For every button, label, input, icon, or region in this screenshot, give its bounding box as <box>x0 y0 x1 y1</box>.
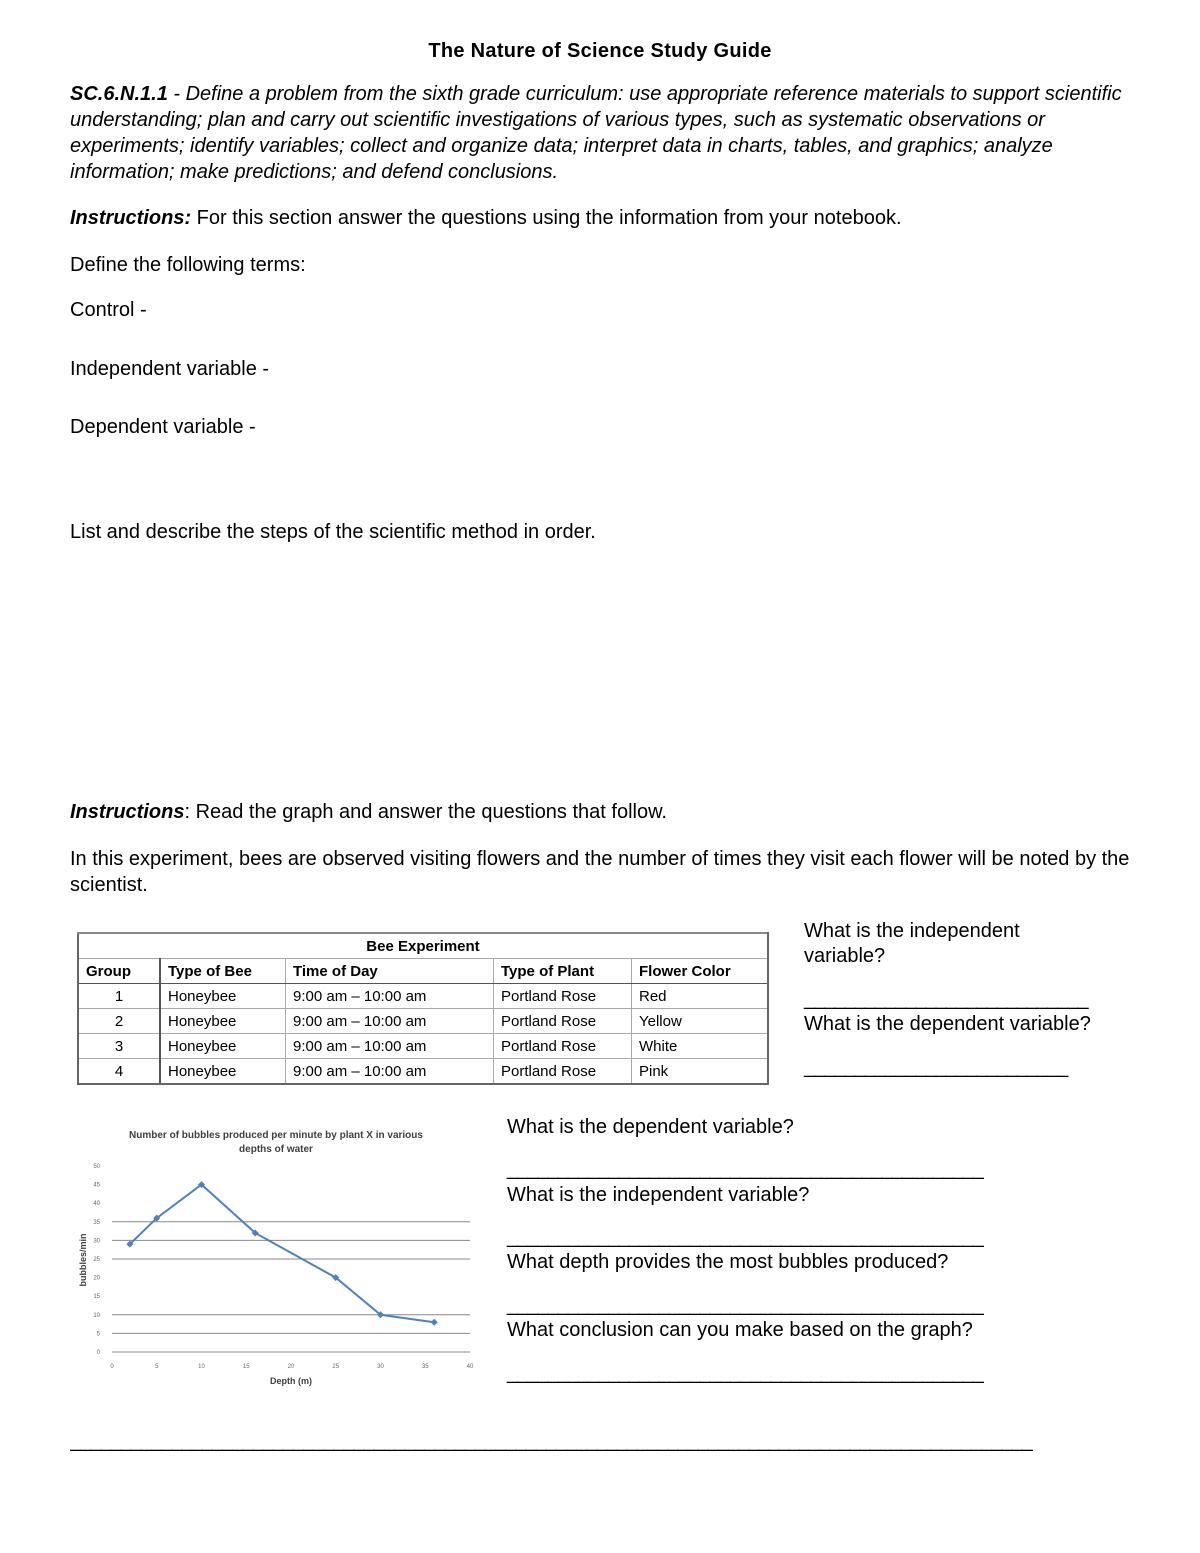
cell-time-of-day: 9:00 am – 10:00 am <box>286 1009 494 1034</box>
cell-time-of-day: 9:00 am – 10:00 am <box>286 984 494 1009</box>
cell-group: 3 <box>78 1034 160 1059</box>
bubbles-depth-chart <box>70 1118 490 1398</box>
y-tick-label: 0 <box>96 1350 100 1356</box>
x-tick-label: 15 <box>242 1364 250 1370</box>
instructions-1-label: Instructions: <box>70 207 192 229</box>
cell-group: 2 <box>78 1009 160 1034</box>
graph-question-4: What conclusion can you make based on the graph? <box>507 1319 973 1341</box>
standard-description <box>70 81 1130 185</box>
instructions-2-text: : Read the graph and answer the questions that follow. <box>184 801 667 823</box>
table-row <box>78 1034 768 1059</box>
cell-flower-color: Red <box>632 984 769 1009</box>
y-tick-label: 10 <box>93 1312 100 1319</box>
graph-answer-1-blank[interactable]: _______________________________________________ <box>507 1158 983 1180</box>
cell-flower-color: White <box>632 1034 769 1059</box>
cell-type-of-plant: Portland Rose <box>494 1059 632 1085</box>
chart-title-line1: Number of bubbles produced per minute by plant X in various <box>129 1130 423 1141</box>
graph-question-2: What is the independent variable? <box>507 1184 810 1206</box>
standard-code: SC.6.N.1.1 <box>70 83 168 105</box>
x-tick-label: 0 <box>110 1364 114 1370</box>
bee-question-2: What is the dependent variable? <box>804 1013 1091 1035</box>
x-tick-label: 10 <box>198 1364 205 1370</box>
cell-type-of-plant: Portland Rose <box>494 1009 632 1034</box>
table-row <box>78 1059 768 1085</box>
cell-type-of-bee: Honeybee <box>160 1034 286 1059</box>
graph-answer-3-blank[interactable]: _______________________________________________ <box>507 1294 983 1316</box>
instructions-2 <box>70 799 667 825</box>
y-tick-label: 25 <box>93 1257 100 1263</box>
cell-type-of-plant: Portland Rose <box>494 984 632 1009</box>
instructions-2-label: Instructions <box>70 801 185 823</box>
x-tick-label: 30 <box>377 1364 384 1370</box>
cell-time-of-day: 9:00 am – 10:00 am <box>286 1034 494 1059</box>
bee-table <box>77 932 769 1085</box>
table-row <box>78 984 768 1009</box>
table-row <box>78 1009 768 1034</box>
bee-answer-1-blank[interactable]: ____________________________ <box>804 988 1088 1010</box>
header-time-of-day: Time of Day <box>286 959 494 984</box>
experiment-intro: In this experiment, bees are observed visiting flowers and the number of times they visit each flower will be noted by the scientist. <box>70 848 1130 896</box>
graph-question-3: What depth provides the most bubbles produced? <box>507 1251 949 1273</box>
y-tick-label: 40 <box>93 1201 100 1208</box>
y-tick-label: 45 <box>93 1182 100 1189</box>
x-tick-label: 25 <box>332 1364 340 1370</box>
cell-type-of-bee: Honeybee <box>160 984 286 1009</box>
cell-time-of-day: 9:00 am – 10:00 am <box>286 1059 494 1085</box>
instructions-1-text: For this section answer the questions using the information from your notebook. <box>191 207 902 229</box>
instructions-1 <box>70 205 902 231</box>
header-group: Group <box>78 959 160 984</box>
standard-text: - Define a problem from the sixth grade curriculum: use appropriate reference materials to support scientific understanding; plan and carry out scientific investigations of various types, such as systematic observations or experiments; identify variables; collect and organize data; interpret data in charts, tables, and graphics; analyze information; make predictions; and defend conclusions. <box>70 83 1122 183</box>
x-tick-label: 40 <box>466 1364 474 1370</box>
y-tick-label: 5 <box>96 1331 100 1338</box>
cell-flower-color: Pink <box>632 1059 769 1085</box>
bee-question-1-line2: variable? <box>804 945 886 967</box>
term-control: Control - <box>70 299 147 321</box>
chart-title-line2: depths of water <box>239 1144 313 1155</box>
x-tick-label: 35 <box>421 1364 429 1370</box>
steps-prompt: List and describe the steps of the scientific method in order. <box>70 521 596 543</box>
cell-type-of-bee: Honeybee <box>160 1009 286 1034</box>
cell-type-of-bee: Honeybee <box>160 1059 286 1085</box>
y-tick-label: 35 <box>93 1219 100 1226</box>
y-axis-label: bubbles/min <box>78 1233 88 1287</box>
graph-answer-2-blank[interactable]: _______________________________________________ <box>507 1226 983 1248</box>
header-type-of-plant: Type of Plant <box>494 959 632 984</box>
data-point <box>431 1319 438 1326</box>
y-tick-label: 20 <box>93 1275 100 1282</box>
bee-table-caption: Bee Experiment <box>78 933 768 959</box>
bee-answer-2-blank[interactable]: __________________________ <box>804 1056 1068 1078</box>
y-tick-label: 50 <box>93 1164 100 1170</box>
page-title: The Nature of Science Study Guide <box>428 40 772 62</box>
x-tick-label: 5 <box>155 1364 159 1370</box>
series-line <box>130 1185 434 1323</box>
graph-question-1: What is the dependent variable? <box>507 1116 794 1138</box>
term-dependent-variable: Dependent variable - <box>70 416 256 438</box>
term-independent-variable: Independent variable - <box>70 358 270 380</box>
bee-table-header-row <box>78 959 768 984</box>
define-prompt: Define the following terms: <box>70 254 306 276</box>
graph-answer-4-blank[interactable]: _______________________________________________ <box>507 1362 983 1384</box>
y-tick-label: 15 <box>93 1294 100 1301</box>
bee-question-1-line1: What is the independent <box>804 920 1020 942</box>
bee-table-wrapper <box>77 932 769 1085</box>
header-type-of-bee: Type of Bee <box>160 959 286 984</box>
cell-group: 1 <box>78 984 160 1009</box>
cell-flower-color: Yellow <box>632 1009 769 1034</box>
x-tick-label: 20 <box>287 1364 295 1370</box>
header-flower-color: Flower Color <box>632 959 769 984</box>
cell-type-of-plant: Portland Rose <box>494 1034 632 1059</box>
y-tick-label: 30 <box>93 1238 100 1245</box>
cell-group: 4 <box>78 1059 160 1085</box>
final-answer-blank[interactable]: _______________________________________________________________________________________________ <box>70 1430 1032 1452</box>
x-axis-label: Depth (m) <box>270 1376 312 1386</box>
